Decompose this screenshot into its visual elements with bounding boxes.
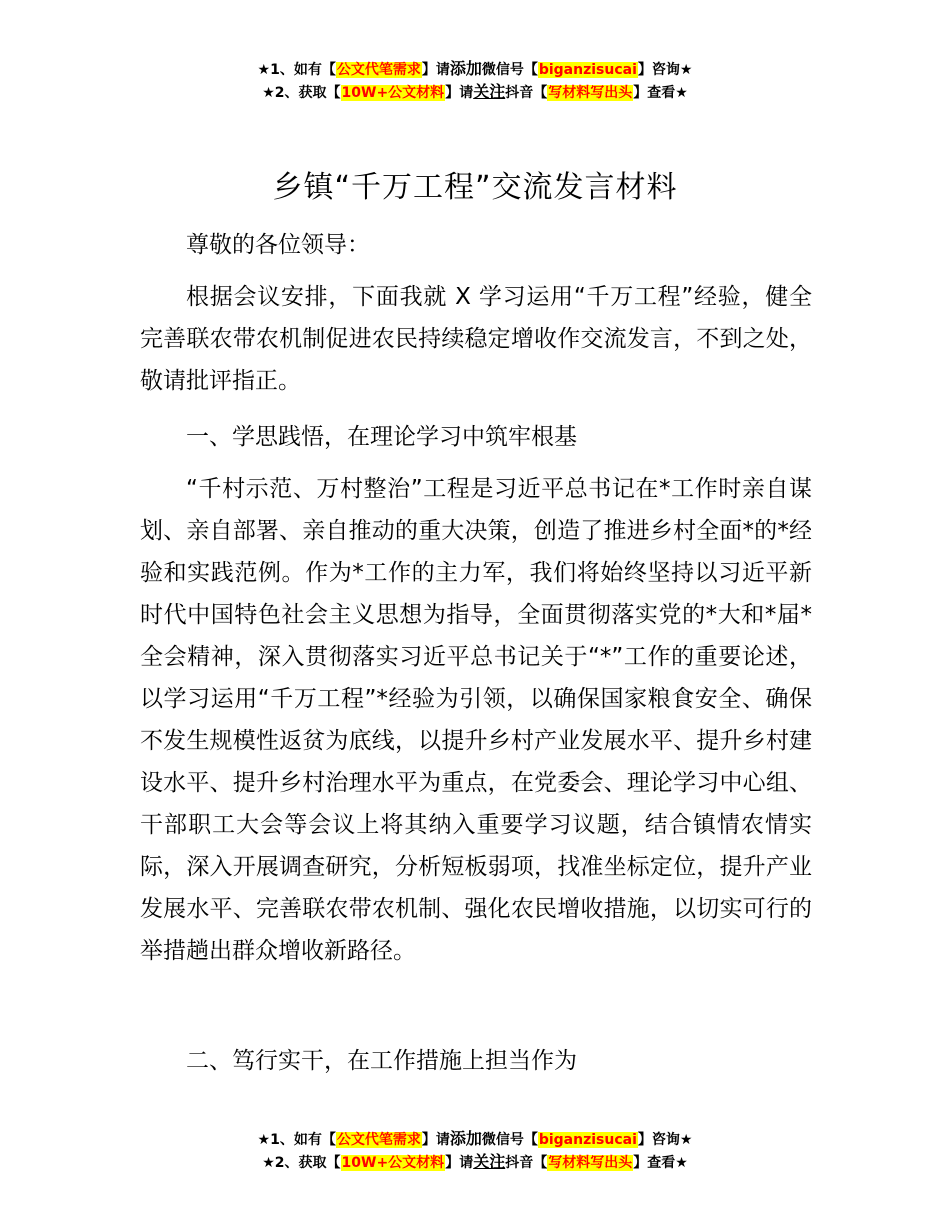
banner-text: 微信号 [481,62,524,78]
bracket: 【 [326,85,341,101]
banner-highlight: 10W+公文材料 [341,85,445,101]
bracket: 【 [533,1155,548,1171]
bracket: 【 [523,62,538,78]
bracket: 】 [633,1155,648,1171]
bracket: 】 [445,85,460,101]
banner-line-1 [0,1128,950,1151]
document-title: 乡镇“千万工程”交流发言材料 [272,170,678,205]
bottom-banner [0,1128,950,1174]
bracket: 【 [326,1155,341,1171]
banner-text: ★1、如有 [257,62,322,78]
intro-text: 根据会议安排，下面我就 X 学习运用“千万工程”经验，健全完善联农带农机制促进农民持续稳定增收作交流发言，不到之处，敬请批评指正。 [140,284,812,394]
banner-text: 微信号 [481,1132,524,1148]
banner-emphasis: 添加 [449,59,482,78]
banner-text: 咨询★ [651,1132,693,1148]
banner-text: 抖音 [505,1155,534,1171]
section-heading-1 [140,416,812,458]
bracket: 】 [421,62,436,78]
banner-highlight: biganzisucai [538,62,637,78]
banner-text: 请 [459,1155,474,1171]
banner-highlight: 写材料写出头 [548,85,633,101]
bracket: 】 [637,62,652,78]
bracket: 】 [421,1132,436,1148]
banner-text: 查看★ [647,1155,688,1171]
banner-text: ★2、获取 [262,1155,327,1171]
banner-highlight: 10W+公文材料 [341,1155,445,1171]
banner-highlight: 写材料写出头 [548,1155,633,1171]
body-text: “千村示范、万村整治”工程是习近平总书记在*工作时亲自谋划、亲自部署、亲自推动的重大决策，创造了推进乡村全面*的*经验和实践范例。作为*工作的主力军，我们将始终坚持以习近平新时代中国特色社会主义思想为指导，全面贯彻落实党的*大和*届*全会精神，深入贯彻落实习近平总书记关于“*”工作的重要论述，以学习运用“千万工程”*经验为引领，以确保国家粮食安全、确保不发生规模性返贫为底线，以提升乡村产业发展水平、提升乡村建设水平、提升乡村治理水平为重点，在党委会、理论学习中心组、干部职工大会等会议上将其纳入重要学习议题，结合镇情农情实际，深入开展调查研究，分析短板弱项，找准坐标定位，提升产业发展水平、完善联农带农机制、强化农民增收措施，以切实可行的举措趟出群众增收新路径。 [140,476,813,964]
section-body-1 [140,468,812,972]
banner-highlight: 公文代笔需求 [336,1132,421,1148]
banner-highlight: 公文代笔需求 [336,62,421,78]
section-heading-2 [140,1040,812,1082]
greeting-paragraph [140,224,812,266]
banner-emphasis: 关注 [473,82,506,101]
bracket: 【 [321,62,336,78]
greeting-text: 尊敬的各位领导： [186,232,370,258]
banner-line-1 [0,58,950,81]
bracket: 【 [523,1132,538,1148]
intro-paragraph [140,276,812,402]
top-banner [0,58,950,104]
banner-line-2 [0,81,950,104]
banner-text: 请 [435,62,450,78]
banner-text: 抖音 [505,85,534,101]
banner-text: ★1、如有 [257,1132,322,1148]
banner-text: 请 [435,1132,450,1148]
banner-emphasis: 添加 [449,1129,482,1148]
banner-text: 咨询★ [651,62,693,78]
bracket: 【 [321,1132,336,1148]
banner-text: 请 [459,85,474,101]
heading-text: 一、学思践悟，在理论学习中筑牢根基 [186,424,577,450]
banner-emphasis: 关注 [473,1152,506,1171]
heading-text: 二、笃行实干，在工作措施上担当作为 [186,1048,577,1074]
banner-text: 查看★ [647,85,688,101]
banner-line-2 [0,1151,950,1174]
bracket: 【 [533,85,548,101]
bracket: 】 [637,1132,652,1148]
banner-highlight: biganzisucai [538,1132,637,1148]
banner-text: ★2、获取 [262,85,327,101]
bracket: 】 [633,85,648,101]
bracket: 】 [445,1155,460,1171]
